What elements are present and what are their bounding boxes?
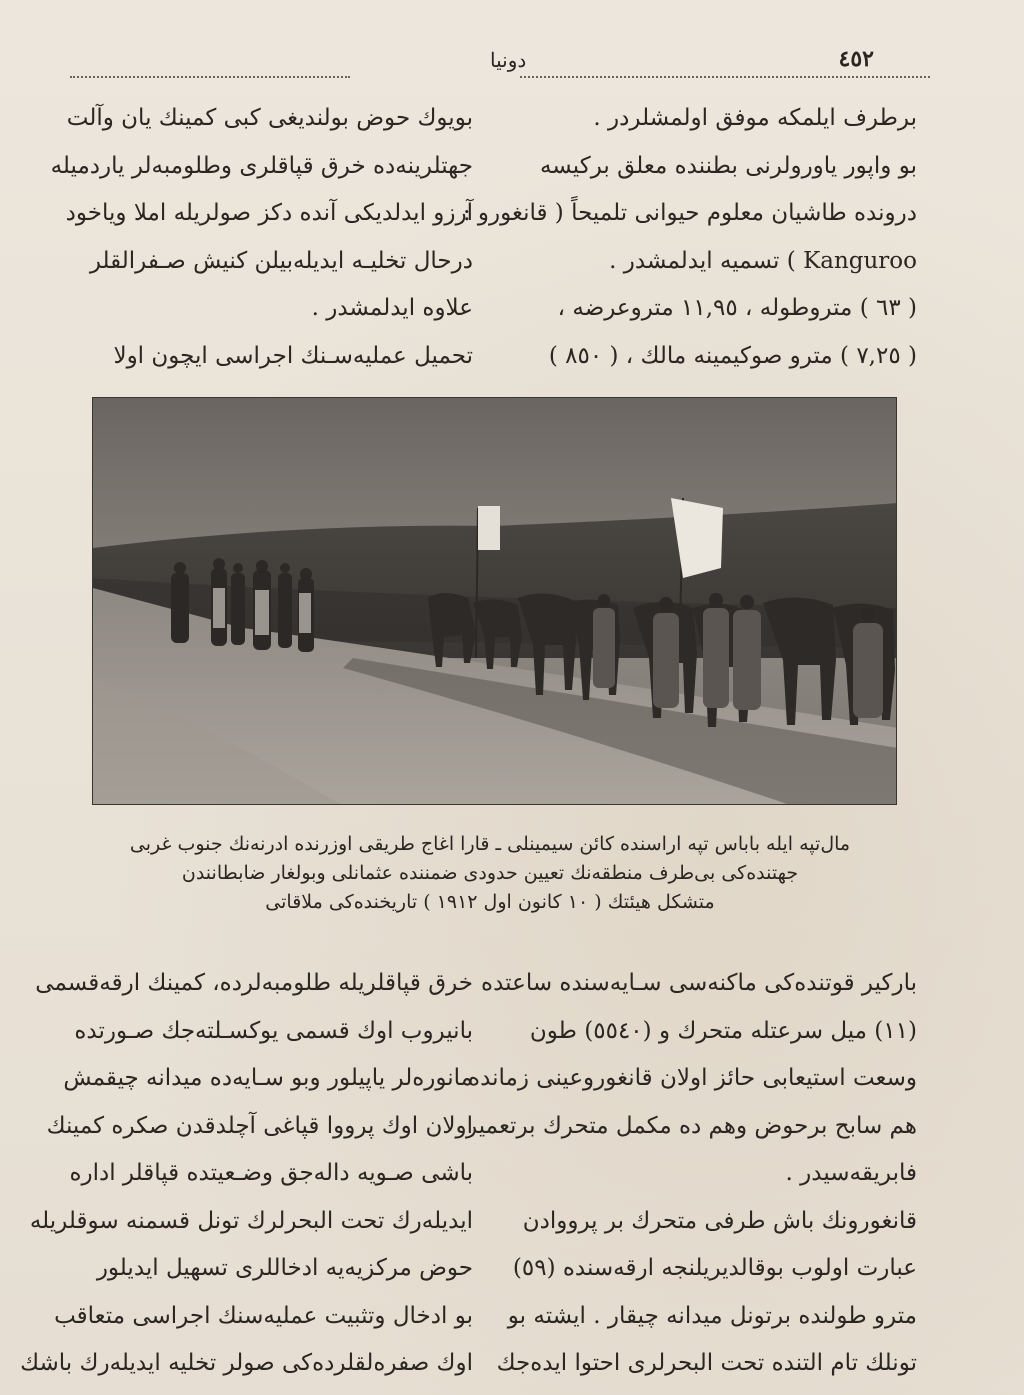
column-top-left [50, 95, 473, 380]
text-line: جهتلرینه‌ده خرق قپاقلری وطلومبه‌لر یاردمیله [50, 152, 473, 179]
photo-caption [120, 830, 860, 917]
text-line: اولان اوك پرووا قپاغی آچلدقدن صکره کمینك [46, 1112, 473, 1139]
column-top-right [462, 95, 917, 380]
column-bottom-right [466, 960, 917, 1388]
text-line: وسعت استیعابی حائز اولان قانغوروعینی زمانده [468, 1065, 917, 1091]
text-line: بارکیر قوتنده‌کی ماکنه‌سی سـایه‌سنده ساعتده [481, 970, 917, 996]
page-header [0, 44, 1024, 74]
text-line: برطرف ایلمکه موفق اولمشلردر . [593, 105, 917, 131]
text-line: اوك صفره‌لقلرده‌کی صولر تخلیه ایدیله‌رك باشك [20, 1350, 473, 1376]
text-line: درحال تخلیـه ایدیله‌بیلن کنیش صـفرالقلر [89, 247, 473, 274]
text-line: ایدیله‌رك تحت البحرلرك تونل قسمنه سوقلریله [29, 1207, 473, 1234]
text-line: هم سابح برحوض وهم ده مکمل متحرك برتعمیر [466, 1112, 917, 1139]
text-line: درونده طاشیان معلوم حیوانی تلمیحاً ( قانغورو : [462, 200, 917, 226]
header-rule-left [70, 76, 350, 82]
page-number: ٤٥٢ [838, 46, 874, 72]
text-line: مانوره‌لر یاپیلور وبو سـایه‌ده میدانه چیقمش [63, 1065, 473, 1091]
text-line: بانیروب اوك قسمی یوکسـلته‌جك صـورتده [74, 1017, 473, 1044]
text-line: بو ادخال وتثبیت عملیه‌سنك اجراسی متعاقب [54, 1302, 473, 1329]
text-line: تحمیل عملیه‌سـنك اجراسی ایچون اولا [113, 342, 473, 369]
text-line: حوض مرکزیه‌یه ادخاللری تسهیل ایدیلور [96, 1255, 473, 1281]
text-line: علاوه ایدلمشدر . [311, 295, 473, 321]
text-line: بویوك حوض بولندیغی کبی کمینك یان وآلت [66, 105, 473, 131]
text-line: ( ٧,٢٥ ) مترو صوکیمینه مالك ، ( ٨٥٠ ) [548, 342, 917, 369]
text-line: Kanguroo ) تسمیه ایدلمشدر . [609, 247, 917, 274]
caption-line: جهتنده‌کی بی‌طرف منطقه‌نك تعیین حدودی ضمننده عثمانلی وبولغار ضابطانندن [181, 862, 799, 884]
caption-line: متشکل هیئتك ( ١٠ کانون اول ١٩١٢ ) تاریخنده‌کی ملاقاتی [265, 891, 715, 913]
text-line: ( ٦٣ ) متروطوله ، ١١,٩٥ متروعرضه ، [557, 295, 917, 321]
text-line: آرزو ایدلدیکی آنده دکز صولریله املا ویاخود [65, 200, 473, 226]
caption-line: مال‌تپه ایله باباس تپه اراسنده کائن سیمینلی ـ قارا اغاج طریقی اوزرنده ادرنه‌نك جنوب غربی [129, 833, 851, 855]
photograph-icon [92, 397, 897, 805]
text-line: تونلك تام التنده تحت البحرلری احتوا ایده‌جك [496, 1350, 917, 1376]
text-line: بو واپور یاورولرنی بطننده معلق برکیسه [539, 152, 917, 179]
text-line: قانغورونك باش طرفی متحرك بر پرووادن [522, 1207, 917, 1234]
text-line: (١١) میل سرعتله متحرك و (٥٥٤٠) طون [529, 1017, 917, 1044]
running-title: دونیا [490, 48, 527, 72]
header-rule-right [520, 76, 930, 82]
text-line: خرق قپاقلریله طلومبه‌لرده، کمینك ارقه‌قسمی [35, 970, 473, 996]
text-line: باشی صـویه داله‌جق وضـعیتده قپاقلر اداره [69, 1160, 473, 1186]
text-line: مترو طولنده برتونل میدانه چیقار . ایشته بو [507, 1302, 917, 1329]
column-bottom-left [20, 960, 473, 1388]
text-line: عبارت اولوب بوقالدیریلنجه ارقه‌سنده (٥٩) [512, 1255, 917, 1281]
text-line: فابریقه‌سیدر . [785, 1160, 917, 1186]
